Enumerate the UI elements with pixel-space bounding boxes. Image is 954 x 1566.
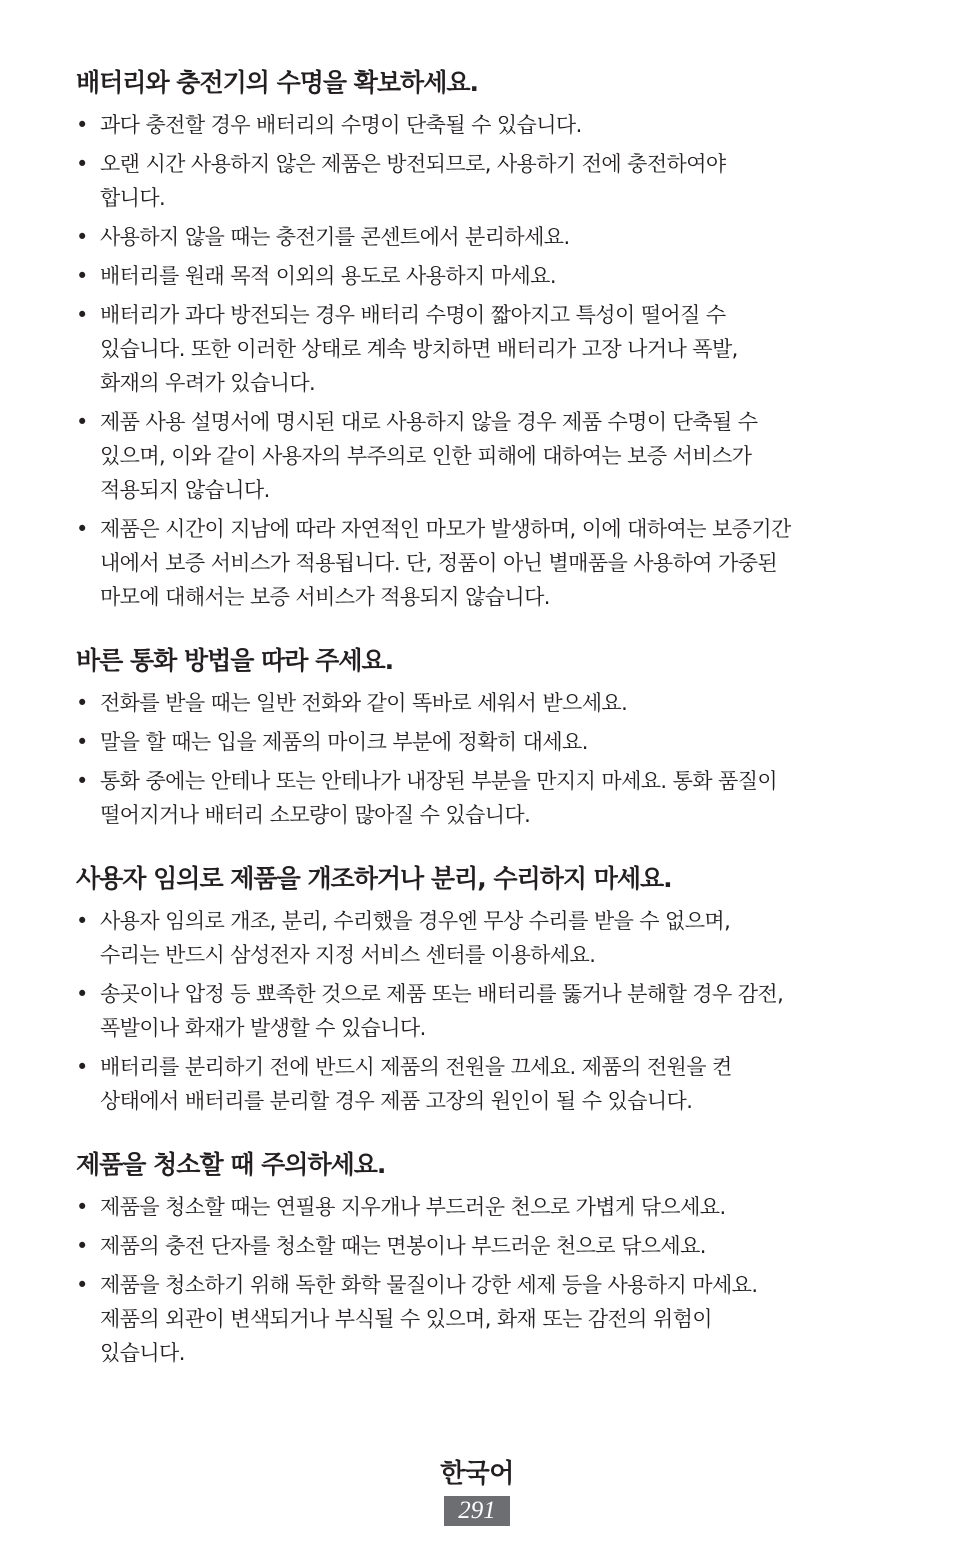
list-item-text: 제품을 청소할 때는 연필용 지우개나 부드러운 천으로 가볍게 닦으세요. xyxy=(100,1195,726,1219)
list-item xyxy=(76,512,896,614)
bullet-icon: • xyxy=(76,113,88,137)
list-item-text: 사용자 임의로 개조, 분리, 수리했을 경우엔 무상 수리를 받을 수 없으며, 수리는 반드시 삼성전자 지정 서비스 센터를 이용하세요. xyxy=(100,909,731,967)
bullet-list xyxy=(76,686,896,832)
list-item xyxy=(76,108,896,142)
bullet-list xyxy=(76,1190,896,1370)
list-item-text: 배터리를 분리하기 전에 반드시 제품의 전원을 끄세요. 제품의 전원을 켠 상태에서 배터리를 분리할 경우 제품 고장의 원인이 될 수 있습니다. xyxy=(100,1055,732,1113)
list-item xyxy=(76,1050,896,1118)
list-item-text: 배터리가 과다 방전되는 경우 배터리 수명이 짧아지고 특성이 떨어질 수 있습니다. 또한 이러한 상태로 계속 방치하면 배터리가 고장 나거나 폭발, 화재의 우려가 있습니다. xyxy=(100,303,738,395)
bullet-icon: • xyxy=(76,225,88,249)
list-item xyxy=(76,220,896,254)
section-heading: 사용자 임의로 제품을 개조하거나 분리, 수리하지 마세요. xyxy=(76,864,672,893)
language-label: 한국어 xyxy=(440,1459,514,1489)
list-item xyxy=(76,764,896,832)
list-item xyxy=(76,147,896,215)
list-item xyxy=(76,977,896,1045)
list-item-text: 송곳이나 압정 등 뾰족한 것으로 제품 또는 배터리를 뚫거나 분해할 경우 감전, 폭발이나 화재가 발생할 수 있습니다. xyxy=(100,982,784,1040)
list-item xyxy=(76,1190,896,1224)
list-item-text: 제품은 시간이 지남에 따라 자연적인 마모가 발생하며, 이에 대하여는 보증기간 내에서 보증 서비스가 적용됩니다. 단, 정품이 아닌 별매품을 사용하여 가중된 마모에 대해서는 보증 서비스가 적용되지 않습니다. xyxy=(100,517,791,609)
page-content xyxy=(76,66,896,1375)
bullet-icon: • xyxy=(76,1055,88,1079)
bullet-icon: • xyxy=(76,730,88,754)
section-heading: 바른 통화 방법을 따라 주세요. xyxy=(76,646,394,675)
page-footer xyxy=(0,1456,954,1526)
bullet-icon: • xyxy=(76,303,88,327)
bullet-icon: • xyxy=(76,982,88,1006)
list-item-text: 제품 사용 설명서에 명시된 대로 사용하지 않을 경우 제품 수명이 단축될 수 있으며, 이와 같이 사용자의 부주의로 인한 피해에 대하여는 보증 서비스가 적용되지 않습니다. xyxy=(100,410,758,502)
section-heading: 배터리와 충전기의 수명을 확보하세요. xyxy=(76,68,479,97)
section-heading: 제품을 청소할 때 주의하세요. xyxy=(76,1150,386,1179)
list-item-text: 배터리를 원래 목적 이외의 용도로 사용하지 마세요. xyxy=(100,264,556,288)
list-item-text: 제품을 청소하기 위해 독한 화학 물질이나 강한 세제 등을 사용하지 마세요. 제품의 외관이 변색되거나 부식될 수 있으며, 화재 또는 감전의 위험이 있습니다. xyxy=(100,1273,758,1365)
list-item xyxy=(76,259,896,293)
bullet-icon: • xyxy=(76,1234,88,1258)
list-item xyxy=(76,725,896,759)
bullet-icon: • xyxy=(76,691,88,715)
section-no-modification xyxy=(76,862,896,1118)
list-item-text: 과다 충전할 경우 배터리의 수명이 단축될 수 있습니다. xyxy=(100,113,582,137)
bullet-icon: • xyxy=(76,769,88,793)
section-battery-charger xyxy=(76,66,896,614)
list-item xyxy=(76,1268,896,1370)
bullet-icon: • xyxy=(76,152,88,176)
list-item xyxy=(76,298,896,400)
bullet-icon: • xyxy=(76,517,88,541)
list-item xyxy=(76,904,896,972)
page-number: 291 xyxy=(444,1496,510,1526)
bullet-list xyxy=(76,108,896,614)
bullet-icon: • xyxy=(76,410,88,434)
section-cleaning xyxy=(76,1148,896,1370)
bullet-icon: • xyxy=(76,1195,88,1219)
bullet-icon: • xyxy=(76,264,88,288)
section-call-method xyxy=(76,644,896,832)
bullet-list xyxy=(76,904,896,1118)
list-item xyxy=(76,686,896,720)
list-item-text: 말을 할 때는 입을 제품의 마이크 부분에 정확히 대세요. xyxy=(100,730,588,754)
list-item-text: 전화를 받을 때는 일반 전화와 같이 똑바로 세워서 받으세요. xyxy=(100,691,628,715)
list-item-text: 오랜 시간 사용하지 않은 제품은 방전되므로, 사용하기 전에 충전하여야 합니다. xyxy=(100,152,726,210)
bullet-icon: • xyxy=(76,1273,88,1297)
list-item-text: 통화 중에는 안테나 또는 안테나가 내장된 부분을 만지지 마세요. 통화 품질이 떨어지거나 배터리 소모량이 많아질 수 있습니다. xyxy=(100,769,778,827)
bullet-icon: • xyxy=(76,909,88,933)
list-item xyxy=(76,1229,896,1263)
list-item-text: 제품의 충전 단자를 청소할 때는 면봉이나 부드러운 천으로 닦으세요. xyxy=(100,1234,706,1258)
list-item xyxy=(76,405,896,507)
list-item-text: 사용하지 않을 때는 충전기를 콘센트에서 분리하세요. xyxy=(100,225,570,249)
